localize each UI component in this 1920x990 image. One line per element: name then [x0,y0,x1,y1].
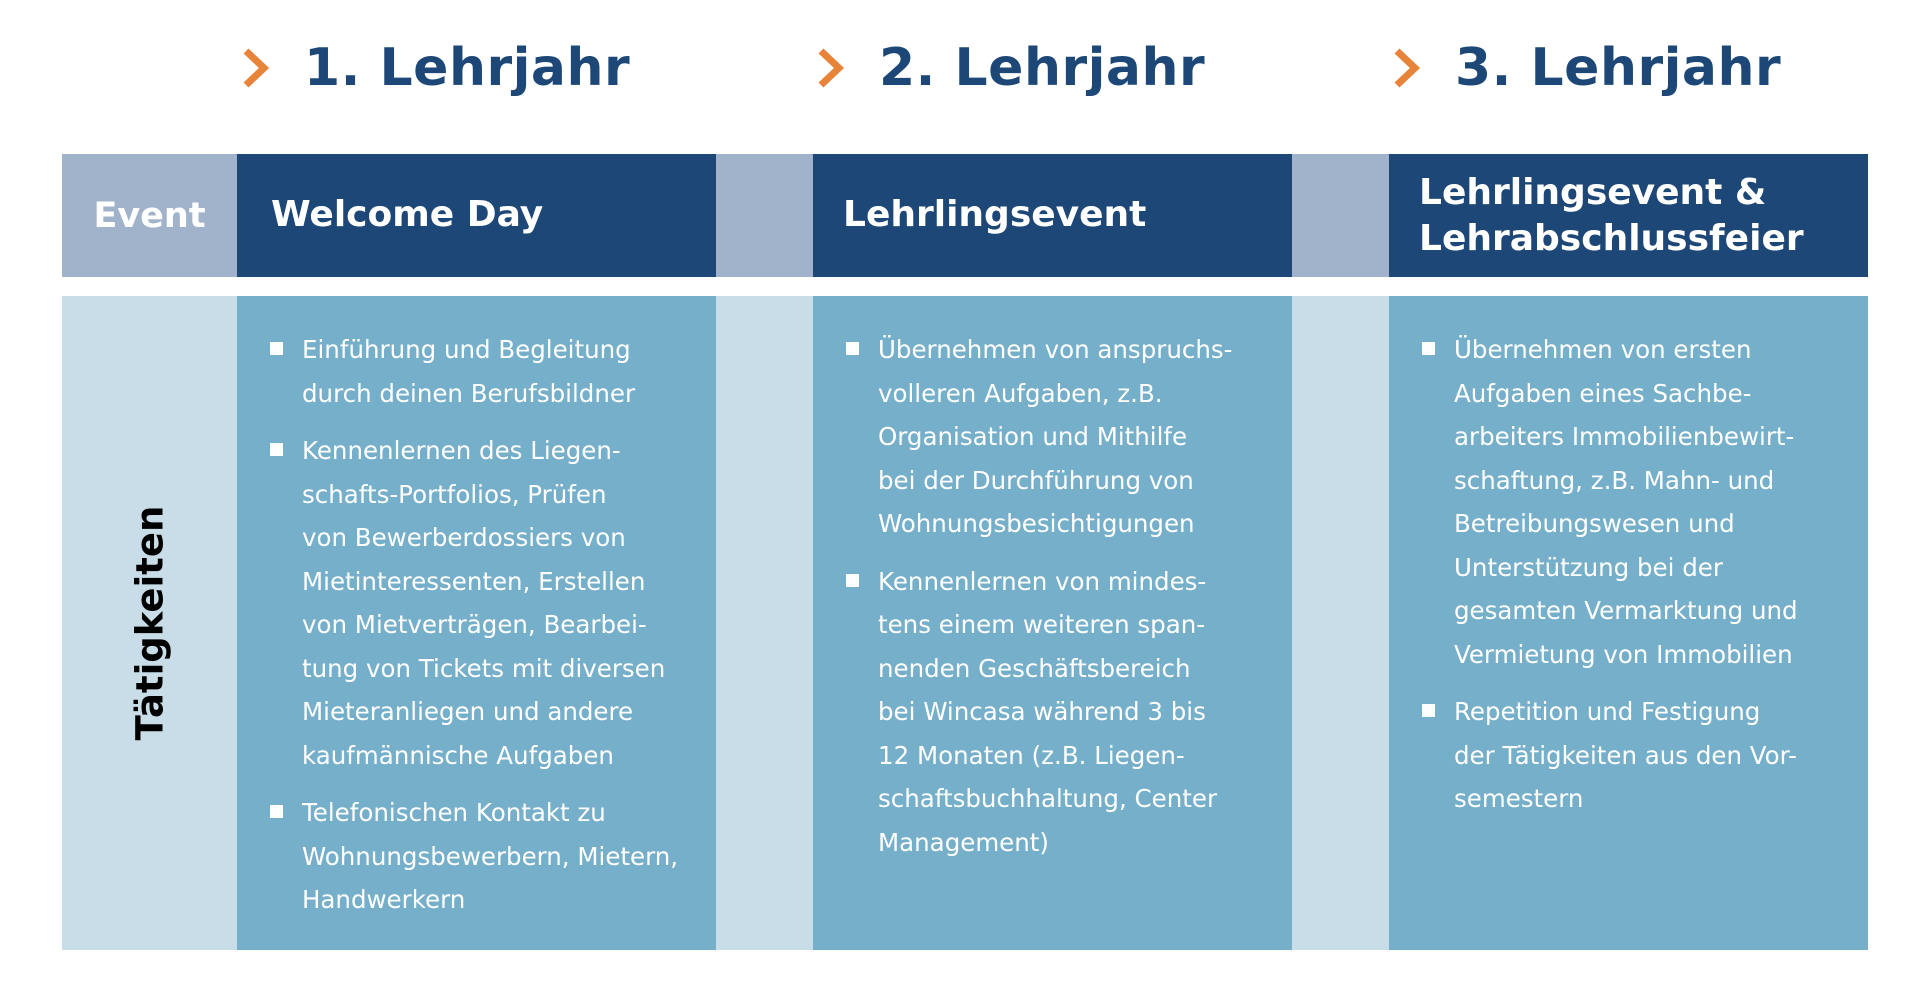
event-row-label-cell [62,154,237,277]
header-gap [1292,154,1389,277]
event-title: Welcome Day [271,194,544,235]
year-label: 3. Lehrjahr [1455,38,1782,98]
list-item [846,560,1282,865]
list-item [270,791,706,922]
list-item [270,429,706,777]
event-row-label: Event [93,195,206,236]
activities-list [1422,328,1858,835]
activities-list [270,328,706,936]
square-bullet-icon [846,342,859,355]
square-bullet-icon [270,805,283,818]
header-gap [716,154,813,277]
year-label: 1. Lehrjahr [304,38,631,98]
activity-text: Übernehmen von anspruchs- volleren Aufgaben, z.B. Organisation und Mithilfe bei der Durchführung von Wohnungsbesichtigungen [878,335,1233,538]
event-title: Lehrlingsevent & Lehrabschlussfeier [1419,172,1804,259]
chevron-right-icon [811,47,853,89]
year-heading-3 [1387,28,1781,108]
event-cell-year-1 [237,154,716,277]
activity-text: Kennenlernen von mindes- tens einem weiteren span- nenden Geschäftsbereich bei Wincasa während 3 bis 12 Monaten (z.B. Liegen- schaftsbuchhaltung, Center Management) [878,566,1218,857]
chevron-right-icon [1387,47,1429,89]
activities-row-label-cell [62,296,237,950]
year-heading-2 [811,28,1205,108]
event-cell-year-2 [813,154,1292,277]
year-label: 2. Lehrjahr [879,38,1206,98]
activity-text: Telefonischen Kontakt zu Wohnungsbewerbern, Mietern, Handwerkern [302,798,679,914]
chevron-right-icon [236,47,278,89]
activities-list [846,328,1282,878]
square-bullet-icon [1422,342,1435,355]
event-title: Lehrlingsevent [843,194,1147,235]
body-gap [1292,296,1389,950]
activity-text: Einführung und Begleitung durch deinen Berufsbildner [302,335,636,408]
list-item [1422,690,1858,821]
square-bullet-icon [1422,704,1435,717]
list-item [846,328,1282,546]
activity-text: Repetition und Festigung der Tätigkeiten aus den Vor- semestern [1454,697,1797,813]
square-bullet-icon [270,443,283,456]
activity-text: Übernehmen von ersten Aufgaben eines Sachbe- arbeiters Immobilienbewirt- schaftung, z.B. Mahn- und Betreibungswesen und Unterstützung bei der gesamten Vermarktung und Vermietung von Immobilien [1454,335,1798,669]
list-item [270,328,706,415]
square-bullet-icon [270,342,283,355]
year-heading-1 [236,28,630,108]
event-cell-year-3 [1389,154,1868,277]
activity-text: Kennenlernen des Liegen- schafts-Portfolios, Prüfen von Bewerberdossiers von Mietinteressenten, Erstellen von Mietverträgen, Bearbei- tung von Tickets mit diversen Mieteranliegen und andere kaufmännische Aufgaben [302,436,666,770]
activities-cell-year-3 [1389,296,1868,950]
square-bullet-icon [846,574,859,587]
list-item [1422,328,1858,676]
activities-row-label: Tätigkeiten [128,505,171,741]
activities-cell-year-1 [237,296,716,950]
activities-cell-year-2 [813,296,1292,950]
body-gap [716,296,813,950]
